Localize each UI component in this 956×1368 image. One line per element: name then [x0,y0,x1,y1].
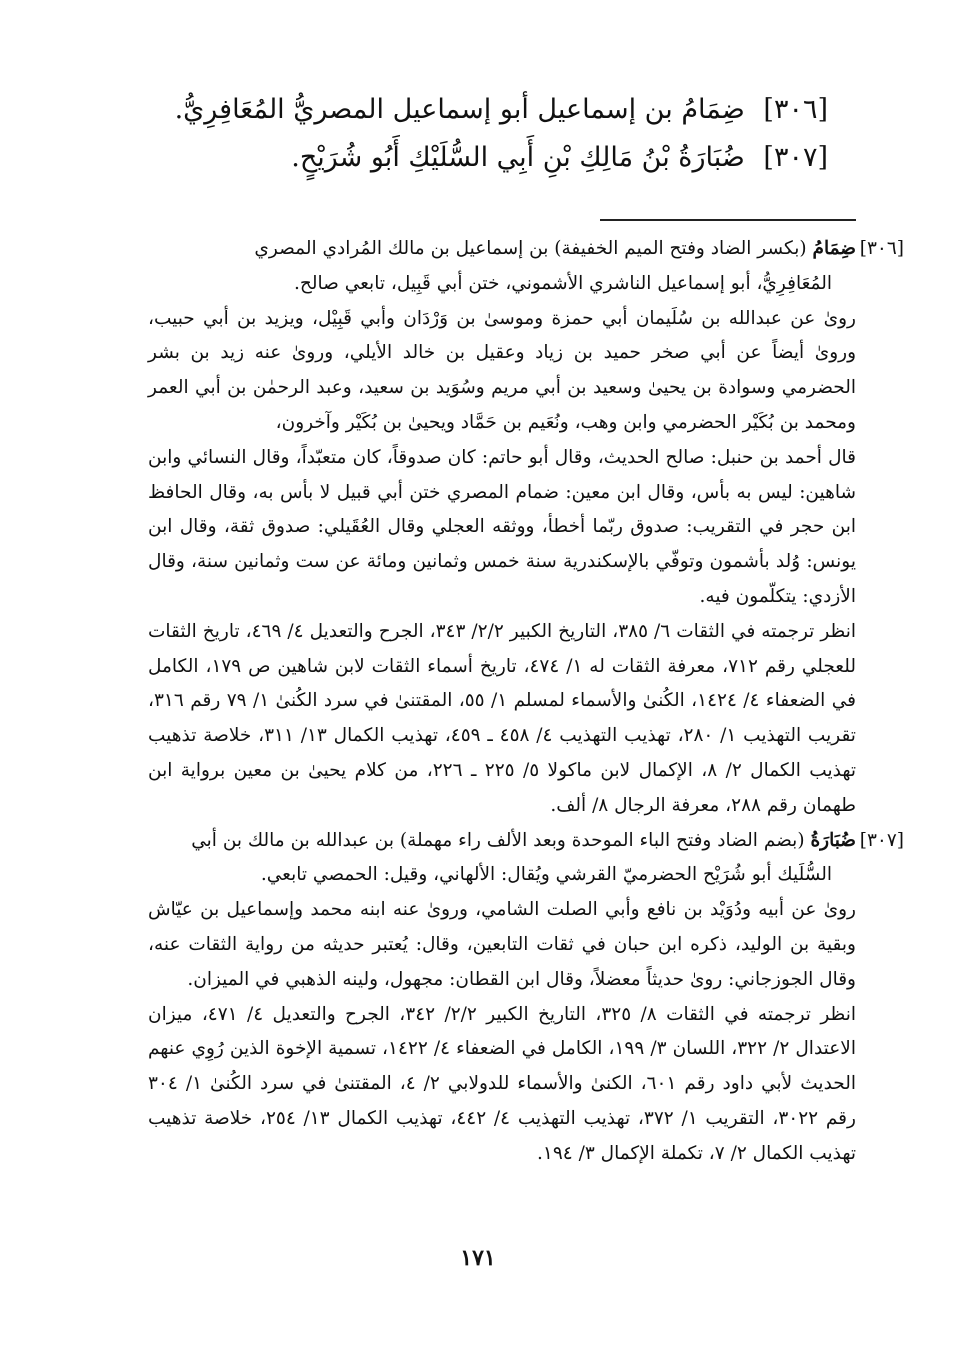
footnote-name: ضُبَارَةُ [810,829,856,851]
footnote-lead: (بكسر الضاد وفتح الميم الخفيفة) بن إسماعيل بن مالك المُرادي المصري [254,238,807,259]
footnote-heading [148,824,904,859]
main-text [128,86,828,182]
footnote-number: [٣٠٦] [859,238,904,259]
entry-text: ضِمَامُ بن إسماعيل أبو إسماعيل المصريُّ المُعَافِرِيُّ. [174,94,745,125]
entry-number: [٣٠٧] [763,142,828,173]
footnote-lead: (بضم الضاد وفتح الباء الموحدة وبعد الألف راء مهملة) بن عبدالله بن مالك بن أبي [191,829,805,851]
entry-number: [٣٠٦] [763,94,828,125]
footnote-paragraph: انظر ترجمته في الثقات ٦/ ٣٨٥، التاريخ الكبير ٢/٢/ ٣٤٣، الجرح والتعديل ٤/ ٤٦٩، تاريخ الثقات للعجلي رقم ٧١٢، معرفة الثقات له ١/ ٤٧٤، تاريخ أسماء الثقات لابن شاهين ص ١٧٩، الكامل في الضعفاء ٤/ ١٤٢٤، الكُنىٰ والأسماء لمسلم ١/ ٥٥، المقتنىٰ في سرد الكُنىٰ ١/ ٧٩ رقم ٣١٦، تقريب التهذيب ١/ ٢٨٠، تهذيب التهذيب ٤/ ٤٥٨ ـ ٤٥٩، تهذيب الكمال ١٣/ ٣١١، خلاصة تذهيب تهذيب الكمال ٢/ ٨، الإكمال لابن ماكولا ٥/ ٢٢٥ ـ ٢٢٦، من كلام يحيىٰ بن معين برواية ابن طهمان رقم ٢٨٨، معرفة الرجال ٨/ ألف. [148,620,857,816]
footnote-paragraph: قال أحمد بن حنبل: صالح الحديث، وقال أبو حاتم: كان صدوقاً، كان متعبّداً، وقال النسائي وابن شاهين: ليس به بأس، وقال ابن معين: ضمام المصري ختن أبي قبيل لا بأس به، وقال الحافظ ابن حجر في التقريب: صدوق ربّما أخطأ، ووثقه العجلي وقال العُقَيلي: صدوق ثقة، وقال ابن يونس: وُلد بأشمون وتوفّي بالإسكندرية سنة خمس وثمانين ومائة عن ست وثمانين سنة، وقال الأزدي: يتكلّمون فيه. [148,446,856,607]
footnotes [148,232,904,1172]
footnote-divider [600,219,856,221]
footnote-paragraph: انظر ترجمته في الثقات ٨/ ٣٢٥، التاريخ الكبير ٢/٢/ ٣٤٢، الجرح والتعديل ٤/ ٤٧١، ميزان الاعتدال ٢/ ٣٢٢، اللسان ٣/ ١٩٩، الكامل في الضعفاء ٤/ ١٤٢٢، تسمية الإخوة الذين رُوِي عنهم الحديث لأبي داود رقم ٦٠١، الكنىٰ والأسماء للدولابي ٢/ ٤، المقتنىٰ في سرد الكُنىٰ ١/ ٣٠٤ رقم ٣٠٢٢، التقريب ١/ ٣٧٢، تهذيب التهذيب ٤/ ٤٤٢، تهذيب الكمال ١٣/ ٢٥٤، خلاصة تذهيب تهذيب الكمال ٢/ ٧، تكملة الإكمال ٣/ ١٩٤. [148,1003,856,1164]
footnote-number: [٣٠٧] [859,829,904,851]
main-entry-307 [128,134,828,182]
footnote-heading [148,232,904,267]
footnote-subheading: المُعَافِرِيُّ، أبو إسماعيل الناشري الأشموني، ختن أبي قَبِيل، تابعي صالح. [294,272,832,294]
footnote-306 [148,232,904,824]
footnote-paragraph: روىٰ عن أبيه ودُوَيْد بن نافع وأبي الصلت الشامي، وروىٰ عنه ابنه محمد وإسماعيل بن عيّاش وبقية بن الوليد، ذكره ابن حبان في ثقات التابعين، وقال: يُعتبر حديثه من رواية الثقات عنه، وقال الجوزجاني: روىٰ حديثاً معضلاً، وقال ابن القطان: مجهول، ولينه الذهبي في الميزان. [148,899,856,990]
footnote-paragraph: روىٰ عن عبدالله بن سُلَيمان أبي حمزة وموسىٰ بن وَرْدَان وأبي قَبِيْل، ويزيد بن أبي حبيب، وروىٰ أيضاً عن أبي صخر حميد بن زياد وعقيل بن خالد الأيلي، وروىٰ عنه زيد بن بشر الحضرمي وسوادة بن يحيىٰ وسعيد بن أبي مريم وسُوَيد بن سعيد، وعبد الرحمٰن بن أبي العمر ومحمد بن بُكَيْر الحضرمي وابن وهب، ونُعَيم بن حَمَّاد ويحيىٰ بن بُكَيْر وآخرون، [148,307,856,433]
page-number: ١٧١ [460,1245,496,1271]
main-entry-306 [128,86,828,134]
footnote-name: ضِمَامُ [812,238,856,259]
entry-text: ضُبَارَةُ بْنُ مَالِكِ بْنِ أَبِي السُّلَيْكِ أَبُو شُرَيْحٍ. [291,142,745,173]
footnote-subheading: السُّلَيك أبو شُرَيْح الحضرميّ القرشي ويُقال: الألهاني، وقيل: الحمصي تابعي. [260,864,832,886]
footnote-307 [148,824,904,1172]
